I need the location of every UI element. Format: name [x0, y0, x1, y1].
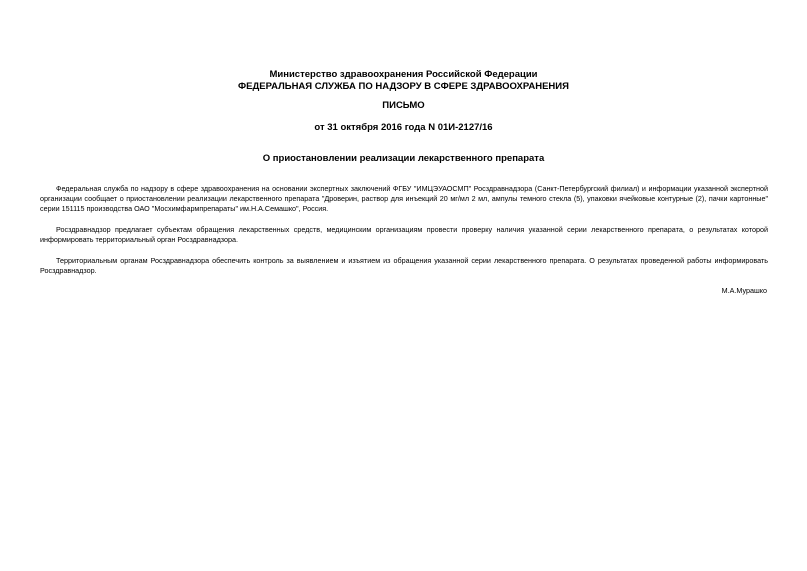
document-type: ПИСЬМО	[382, 100, 425, 111]
document-title: О приостановлении реализации лекарственного препарата	[262, 153, 545, 164]
document-date-number: от 31 октября 2016 года N 01И-2127/16	[314, 122, 493, 133]
paragraph-text: Росздравнадзор предлагает субъектам обращения лекарственных средств, медицинским организациям провести проверку наличия указанной серии лекарственного препарата, о результатах которой информировать территориальный орган Росздравнадзора.	[40, 225, 768, 244]
body-paragraph-2	[40, 225, 768, 245]
paragraph-text: Территориальным органам Росздравнадзора обеспечить контроль за выявлением и изъятием из обращения указанной серии лекарственного препарата. О результатах проведенной работы информировать Росздравнадзор.	[40, 256, 768, 275]
document-header	[0, 69, 807, 93]
body-paragraph-3	[40, 256, 768, 276]
body-paragraph-1	[40, 184, 768, 214]
ministry-name: Министерство здравоохранения Российской Федерации	[269, 69, 538, 80]
service-name: ФЕДЕРАЛЬНАЯ СЛУЖБА ПО НАДЗОРУ В СФЕРЕ ЗДРАВООХРАНЕНИЯ	[238, 81, 569, 92]
signature: М.А.Мурашко	[721, 286, 767, 295]
paragraph-text: Федеральная служба по надзору в сфере здравоохранения на основании экспертных заключений ФГБУ "ИМЦЭУАОСМП" Росздравнадзора (Санкт-Петербургский филиал) и информации указанной экспертной организации сообщает о приостановлении реализации лекарственного препарата "Дроверин, раствор для инъекций 20 мг/мл 2 мл, ампулы темного стекла (5), упаковки ячейковые контурные (2), пачки картонные" серии 151115 производства ОАО "Мосхимфармпрепараты" им.Н.А.Семашко", Россия.	[40, 184, 768, 213]
